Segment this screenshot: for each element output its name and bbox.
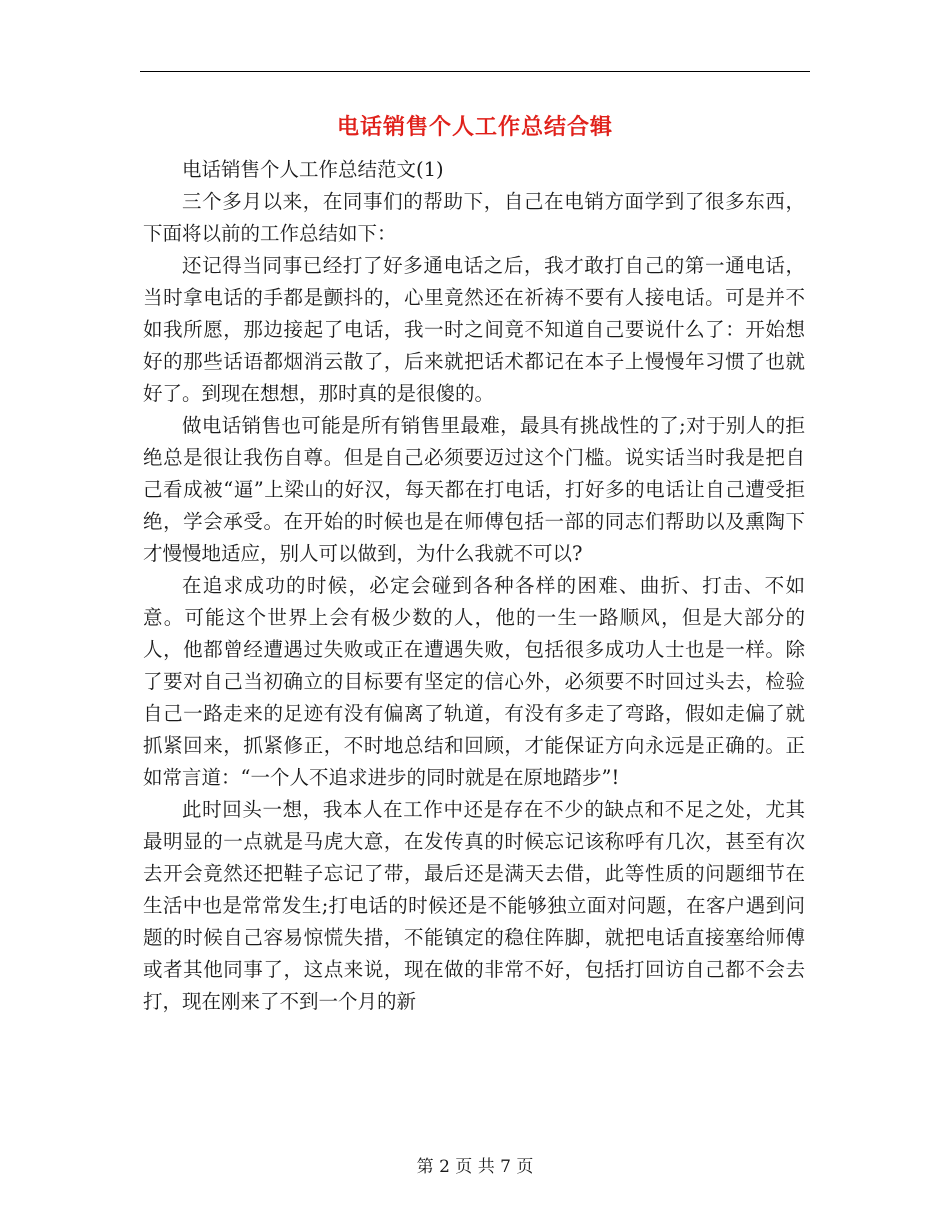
document-subtitle: 电话销售个人工作总结范文(1): [182, 158, 444, 181]
paragraph-shortcomings: 此时回头一想，我本人在工作中还是存在不少的缺点和不足之处，尤其最明显的一点就是马虎大意，在发传真的时候忘记该称呼有几次，甚至有次去开会竟然还把鞋子忘记了带，最后还是满天去借，此等性质的问题细节在生活中也是常常发生;打电话的时候还是不能够独立面对问题，在客户遇到问题的时候自己容易惊慌失措，不能镇定的稳住阵脚，就把电话直接塞给师傅或者其他同事了，这点来说，现在做的非常不好，包括打回访自己都不会去打，现在刚来了不到一个月的新: [143, 798, 805, 1013]
document-title: 电话销售个人工作总结合辑: [336, 115, 613, 140]
page-number: 第 2 页 共 7 页: [416, 1157, 534, 1177]
header-rule: [140, 71, 810, 72]
paragraph-intro: 三个多月以来，在同事们的帮助下，自己在电销方面学到了很多东西，下面将以前的工作总结如下：: [143, 190, 805, 245]
paragraph-challenge: 做电话销售也可能是所有销售里最难，最具有挑战性的了;对于别人的拒绝总是很让我伤自尊。但是自己必须要迈过这个门槛。说实话当时我是把自己看成被“逼”上梁山的好汉，每天都在打电话，打好多的电话让自己遭受拒绝，学会承受。在开始的时候也是在师傅包括一部的同志们帮助以及熏陶下才慢慢地适应，别人可以做到，为什么我就不可以?: [143, 414, 805, 565]
document-body: [143, 154, 805, 1018]
paragraph-success: 在追求成功的时候，必定会碰到各种各样的困难、曲折、打击、不如意。可能这个世界上会有极少数的人，他的一生一路顺风，但是大部分的人，他都曾经遭遇过失败或正在遭遇失败，包括很多成功人士也是一样。除了要对自己当初确立的目标要有坚定的信心外，必须要不时回过头去，检验自己一路走来的足迹有没有偏离了轨道，有没有多走了弯路，假如走偏了就抓紧回来，抓紧修正，不时地总结和回顾，才能保证方向永远是正确的。正如常言道：“一个人不追求进步的同时就是在原地踏步”!: [143, 574, 805, 789]
paragraph-first-call: 还记得当同事已经打了好多通电话之后，我才敢打自己的第一通电话，当时拿电话的手都是颤抖的，心里竟然还在祈祷不要有人接电话。可是并不如我所愿，那边接起了电话，我一时之间竟不知道自己要说什么了：开始想好的那些话语都烟消云散了，后来就把话术都记在本子上慢慢年习惯了也就好了。到现在想想，那时真的是很傻的。: [143, 254, 805, 405]
